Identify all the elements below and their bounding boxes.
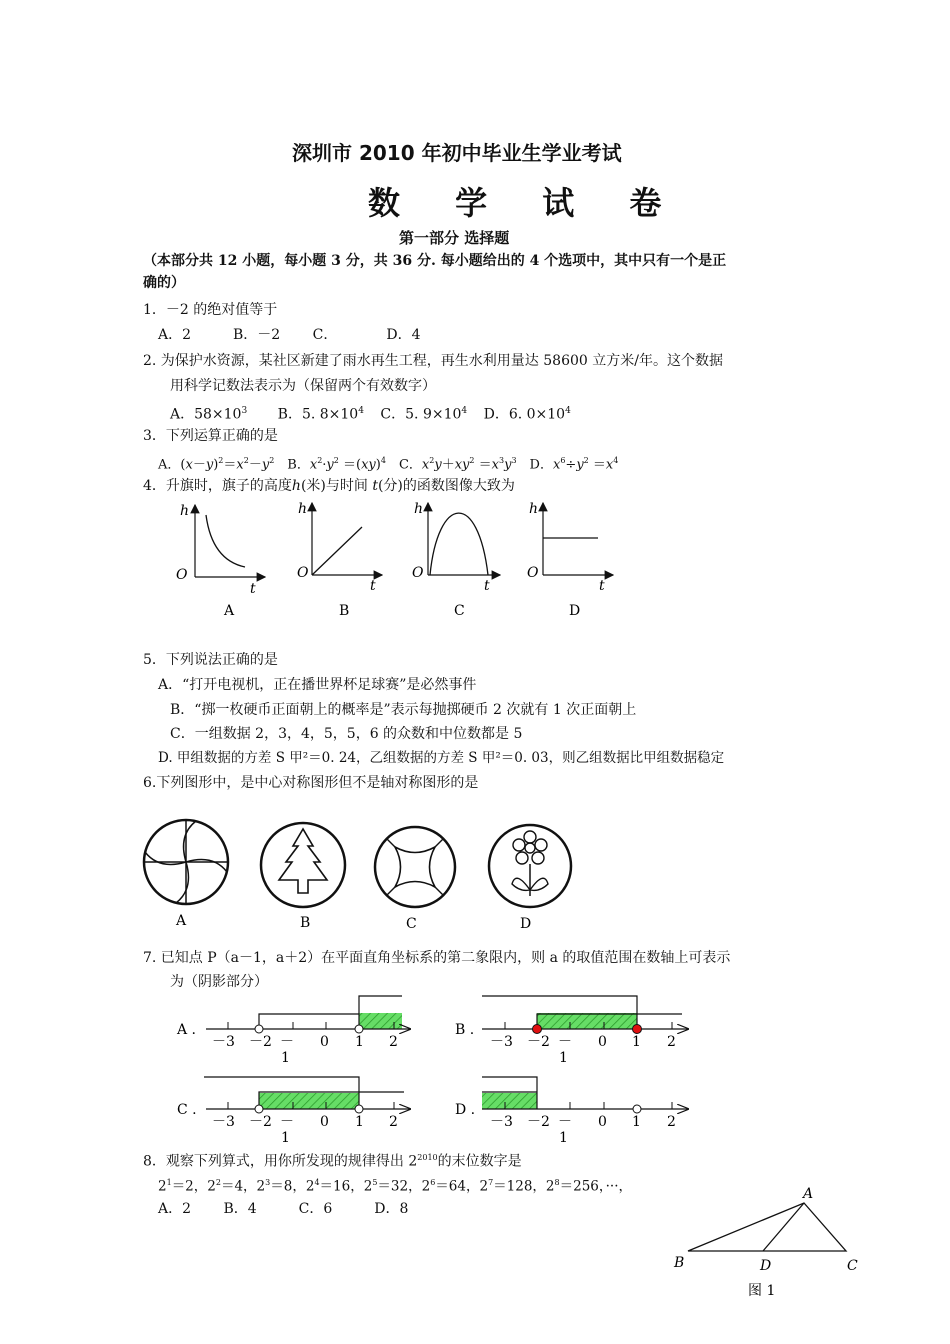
figure-d-label: D (520, 916, 532, 932)
svg-text:－2: －2 (527, 1034, 550, 1050)
vertex-b: B (674, 1255, 685, 1271)
figure-c-label: C (406, 916, 417, 932)
vertex-c: C (847, 1258, 858, 1274)
svg-text:1: 1 (281, 1050, 290, 1066)
graph-b-t: t (370, 578, 376, 594)
svg-text:2: 2 (389, 1114, 398, 1130)
vertex-d: D (760, 1258, 772, 1274)
graph-d-label: D (569, 603, 581, 619)
svg-text:0: 0 (320, 1034, 329, 1050)
graph-d-h: h (529, 501, 539, 517)
numberline-a-shade (359, 1013, 402, 1029)
svg-text:－: － (558, 1034, 572, 1050)
numberline-c (177, 1077, 410, 1146)
svg-text:－3: －3 (212, 1114, 235, 1130)
numberline-b-label: B . (455, 1022, 475, 1038)
q4-stem: 4．升旗时，旗子的高度h(米)与时间 t(分)的函数图像大致为 (143, 478, 515, 494)
numberline-d (455, 1077, 688, 1146)
numberline-b (455, 996, 688, 1066)
svg-text:－: － (280, 1034, 294, 1050)
figure-c-curved-square (375, 827, 455, 932)
graph-d (527, 501, 613, 619)
subject-title: 数 学 试 卷 (368, 184, 684, 222)
figure-a-label: A (176, 913, 187, 929)
svg-text:－2: －2 (527, 1114, 550, 1130)
graph-a (176, 503, 265, 619)
q7-stem-1: 7. 已知点 P（a－1，a＋2）在平面直角坐标系的第二象限内，则 a 的取值范围在数轴上可表示 (143, 950, 731, 966)
svg-text:1: 1 (281, 1130, 290, 1146)
numberline-a (176, 996, 410, 1066)
figure-1-caption: 图 1 (748, 1283, 776, 1299)
q5-option-b: B．“掷一枚硬币正面朝上的概率是”表示每抛掷硬币 2 次就有 1 次正面朝上 (170, 702, 637, 718)
q3-stem: 3．下列运算正确的是 (143, 428, 278, 444)
svg-text:1: 1 (559, 1050, 568, 1066)
figure-1-triangle (673, 1186, 858, 1299)
figure-b-tree (261, 823, 345, 931)
svg-text:2: 2 (667, 1114, 676, 1130)
q1-options: A．2 B．－2 C． D．4 (158, 327, 421, 343)
svg-text:－2: －2 (249, 1034, 272, 1050)
q3-options: A．$(x-y)^2=x^2-y^2$ B．$x^2\cdot y^2 =(xy)^4$ C．$x^2y+xy^2 =x^3y^3$ D．$x^6\div y^2 =x^4$ (158, 456, 619, 473)
q2-options: A．$58\times 10^3$ B．5. $8\times 10^4$ C．5. $9\times 10^4$ D．6. $0\times 10^4$ (170, 406, 571, 423)
q5-stem: 5．下列说法正确的是 (143, 652, 278, 668)
numberline-b-dot-left (533, 1025, 542, 1034)
q2-stem-1: 2. 为保护水资源，某社区新建了雨水再生工程，再生水利用量达 58600 立方米/年。这个数据 (143, 353, 723, 369)
figure-a-pinwheel (144, 820, 228, 929)
graph-a-origin: O (176, 567, 188, 583)
q8-sequence: $2^1=2$，$2^2=4$，$2^3=8$，$2^4=16$，$2^5=32$，$2^6=64$，$2^7=128$，$2^8=256$，···， (158, 1178, 633, 1195)
svg-text:－3: －3 (490, 1034, 513, 1050)
graph-b-h: h (298, 501, 308, 517)
svg-text:2: 2 (667, 1034, 676, 1050)
q2-stem-2: 用科学记数法表示为（保留两个有效数字） (170, 378, 436, 394)
part-title: 第一部分 选择题 (399, 229, 510, 247)
q1-stem: 1．－2 的绝对值等于 (143, 302, 278, 318)
q8-options: A．2 B．4 C．6 D．8 (158, 1201, 409, 1217)
svg-text:0: 0 (598, 1034, 607, 1050)
graph-a-label: A (224, 603, 235, 619)
figure-b-label: B (300, 915, 311, 931)
figure-d-flower (489, 825, 571, 932)
numberline-d-label: D . (455, 1102, 476, 1118)
svg-text:2: 2 (389, 1034, 398, 1050)
numberline-b-shade (537, 1013, 637, 1029)
graph-c-label: C (454, 603, 465, 619)
graph-b (297, 501, 382, 619)
graph-d-t: t (599, 578, 605, 594)
graph-b-label: B (339, 603, 350, 619)
instructions-line-1: （本部分共 12 小题，每小题 3 分，共 36 分. 每小题给出的 4 个选项中，其中只有一个是正 (143, 253, 727, 269)
svg-text:1: 1 (632, 1114, 641, 1130)
numberline-d-shade (482, 1093, 537, 1109)
graph-c-h: h (414, 501, 424, 517)
svg-text:1: 1 (355, 1114, 364, 1130)
q6-stem: 6.下列图形中，是中心对称图形但不是轴对称图形的是 (143, 775, 479, 791)
graph-c (412, 501, 500, 619)
graph-d-origin: O (527, 565, 539, 581)
svg-text:0: 0 (598, 1114, 607, 1130)
graph-a-t: t (250, 581, 256, 597)
q8-stem: 8．观察下列算式，用你所发现的规律得出 $2^{2010}$的末位数字是 (143, 1153, 522, 1170)
q5-option-d: D. 甲组数据的方差 S 甲²＝0. 24，乙组数据的方差 S 甲²＝0. 03，则乙组数据比甲组数据稳定 (158, 750, 725, 766)
svg-text:－: － (558, 1114, 572, 1130)
numberline-c-shade (259, 1093, 359, 1109)
graph-c-t: t (484, 578, 490, 594)
svg-text:－2: －2 (249, 1114, 272, 1130)
instructions-line-2: 确的） (143, 275, 185, 291)
exam-title: 深圳市 2010 年初中毕业生学业考试 (292, 141, 622, 165)
numberline-a-label: A . (177, 1022, 197, 1038)
graph-a-h: h (180, 503, 190, 519)
svg-text:1: 1 (632, 1034, 641, 1050)
svg-text:0: 0 (320, 1114, 329, 1130)
numberline-b-dot-right (633, 1025, 642, 1034)
svg-text:－3: －3 (490, 1114, 513, 1130)
q5-option-a: A．“打开电视机，正在播世界杯足球赛”是必然事件 (158, 677, 477, 693)
numberline-c-label: C . (177, 1102, 197, 1118)
q7-stem-2: 为（阴影部分） (170, 974, 268, 990)
svg-text:－: － (280, 1114, 294, 1130)
vertex-a: A (803, 1186, 814, 1202)
svg-text:1: 1 (355, 1034, 364, 1050)
svg-text:－3: －3 (212, 1034, 235, 1050)
svg-text:1: 1 (559, 1130, 568, 1146)
graph-c-origin: O (412, 565, 424, 581)
q5-option-c: C．一组数据 2，3，4，5，5，6 的众数和中位数都是 5 (170, 726, 523, 742)
graph-b-origin: O (297, 565, 309, 581)
